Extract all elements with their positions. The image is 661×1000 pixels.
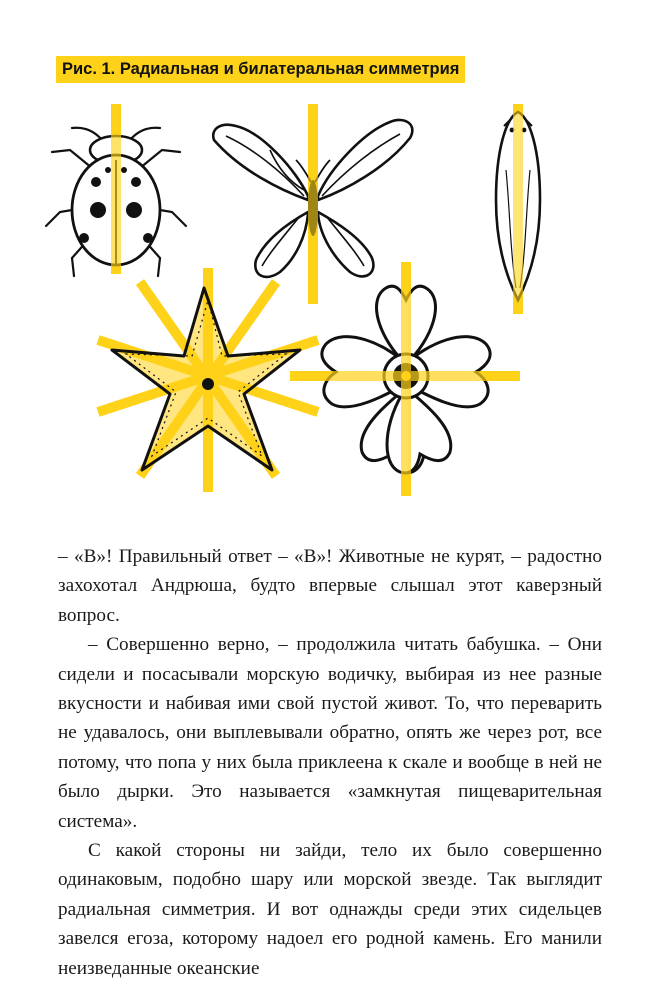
paragraph: С какой стороны ни зайди, тело их было совершенно одинаковым, подобно шару или морской звезде. Так выглядит радиальная симметрия. И вот однажды среди этих сидельцев завелся егоза, которому надоел его родной камень. Его манили неизведанные океанские: [58, 840, 602, 979]
body-text: [58, 542, 602, 983]
flatworm-illustration: [496, 104, 540, 314]
ladybug-illustration: [46, 104, 186, 276]
butterfly-illustration: [213, 104, 412, 304]
flower-illustration: [290, 262, 520, 496]
paragraph: – Совершенно верно, – продолжила читать бабушка. – Они сидели и посасывали морскую водичку, выбирая из нее разные вкусности и набивая ими свой пустой живот. То, что переварить не удавалось, они выплевывали обратно, опять же через рот, все потому, что попа у них была приклеена к скале и вообще в ней не было дырки. Это называется «замкнутая пищеварительная система».: [58, 634, 602, 832]
paragraph: – «В»! Правильный ответ – «В»! Животные не курят, – радостно захохотал Андрюша, будто впервые слышал этот каверзный вопрос.: [58, 546, 602, 626]
figure-caption: Рис. 1. Радиальная и билатеральная симметрия: [56, 56, 465, 83]
starfish-illustration: [98, 268, 318, 492]
